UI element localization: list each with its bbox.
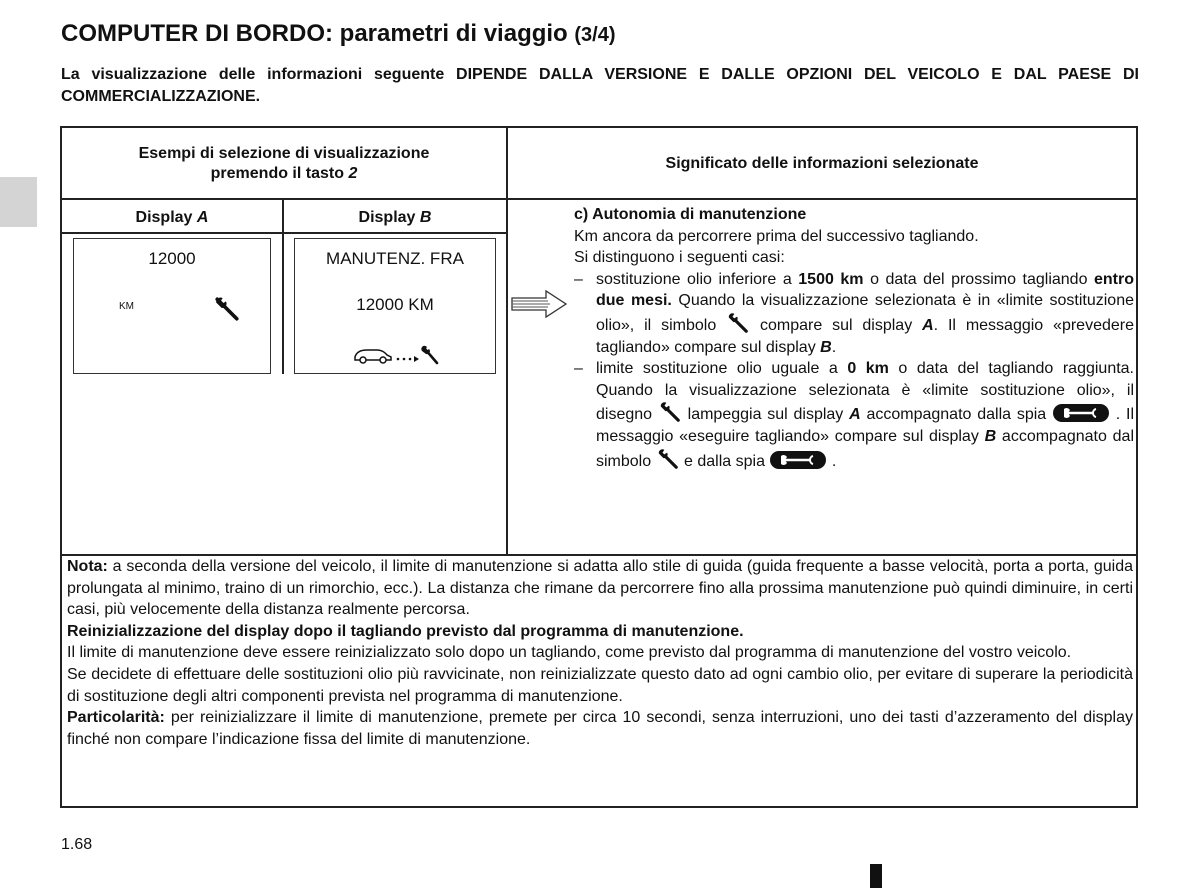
right-header: Significato delle informazioni selezionate [665,155,979,172]
edge-marker [870,864,882,888]
chapter-tab [0,177,37,227]
left-header [62,144,506,184]
maintenance-description [574,204,1134,472]
display-b-label: Display B [358,209,432,226]
display-label-divider [62,232,506,234]
column-divider [506,128,508,556]
left-header-line1: Esempi di selezione di visualizzazione [138,145,430,162]
description-intro: Si distinguono i seguenti casi: [574,249,785,267]
section-heading: c) Autonomia di manutenzione [574,206,807,223]
display-a-value: 12000 [148,249,196,268]
list-item: – limite sostituzione olio uguale a 0 km o data del tagliando raggiunta. Quando la visualizzazione selezionata è «limite sostituzione olio», il disegno lampeggia sul display A accompagnato dalla spia . Il messaggio «eseguire tagliando» compare sul display B accompagnato dal simbolo e dalla spia . [574,360,1135,470]
wrench-icon [656,448,680,470]
reset-heading: Reinizializzazione del display dopo il tagliando previsto dal programma di manutenzione. [67,622,744,640]
display-a-label: Display A [135,209,209,226]
display-b-line2: 12000 KM [356,295,434,314]
key-number: 2 [348,165,358,182]
display-b-line1: MANUTENZ. FRA [326,249,464,268]
reset-paragraph-1: Il limite di manutenzione deve essere reinizializzato solo dopo un tagliando, come previsto dal programma di manutenzione del vostro veicolo. [67,644,1072,662]
car-to-wrench-icon [353,343,441,365]
note-section [67,556,1133,750]
description-line: Km ancora da percorrere prima del successivo tagliando. [574,227,979,245]
display-a-screen [73,238,271,374]
particular-label: Particolarità: [67,709,165,727]
note-label: Nota: [67,558,108,575]
display-a-unit: KM [119,301,134,312]
reset-paragraph-2: Se decidete di effettuare delle sostituzioni olio più ravvicinate, non reinizializzate questo dato ad ogni cambio olio, per evitare di superare la periodicità di sostituzione degli altri componenti prevista nel programma di manutenzione. [67,665,1133,705]
display-b-screen [294,238,496,374]
wrench-icon [214,295,240,323]
title-page-indicator: (3/4) [574,24,616,46]
info-table [60,126,1138,808]
left-header-line2: premendo il tasto 2 [210,165,358,182]
page-number: 1.68 [61,836,93,853]
page-title [61,20,616,48]
particular-paragraph: Particolarità: per reinizializzare il limite di manutenzione, premete per circa 10 secondi, senza interruzioni, uno dei tasti d’azzeramento del display finché non compare l’indicazione fissa del limite di manutenzione. [67,709,1133,748]
header-divider [62,198,1136,200]
wrench-icon [726,312,750,334]
wrench-icon [658,401,682,423]
service-warning-lamp-icon [1052,403,1110,423]
note-paragraph: Nota: a seconda della versione del veicolo, il limite di manutenzione si adatta allo stile di guida (guida frequente a basse velocità, porta a porta, guida prolungata al minimo, traino di un rimorchio, ecc.). La distanza che rimane da percorrere fino alla prossima manutenzione può quindi diminuire, in certi casi, più velocemente della distanza realmente percorsa. [67,558,1133,619]
service-warning-lamp-icon [769,450,827,470]
version-notice: La visualizzazione delle informazioni seguente DIPENDE DALLA VERSIONE E DALLE OPZIONI DEL VEICOLO E DAL PAESE DI COMMERCIALIZZAZIONE. [61,66,1139,105]
list-item: – sostituzione olio inferiore a 1500 km o data del prossimo tagliando entro due mesi. Quando la visualizzazione selezionata è in «limite sostituzione olio», il simbolo compare sul display A. Il messaggio «prevedere tagliando» compare sul display B. [574,270,1135,356]
title-text: COMPUTER DI BORDO: parametri di viaggio [61,20,568,47]
pointer-arrow-icon [510,288,570,320]
